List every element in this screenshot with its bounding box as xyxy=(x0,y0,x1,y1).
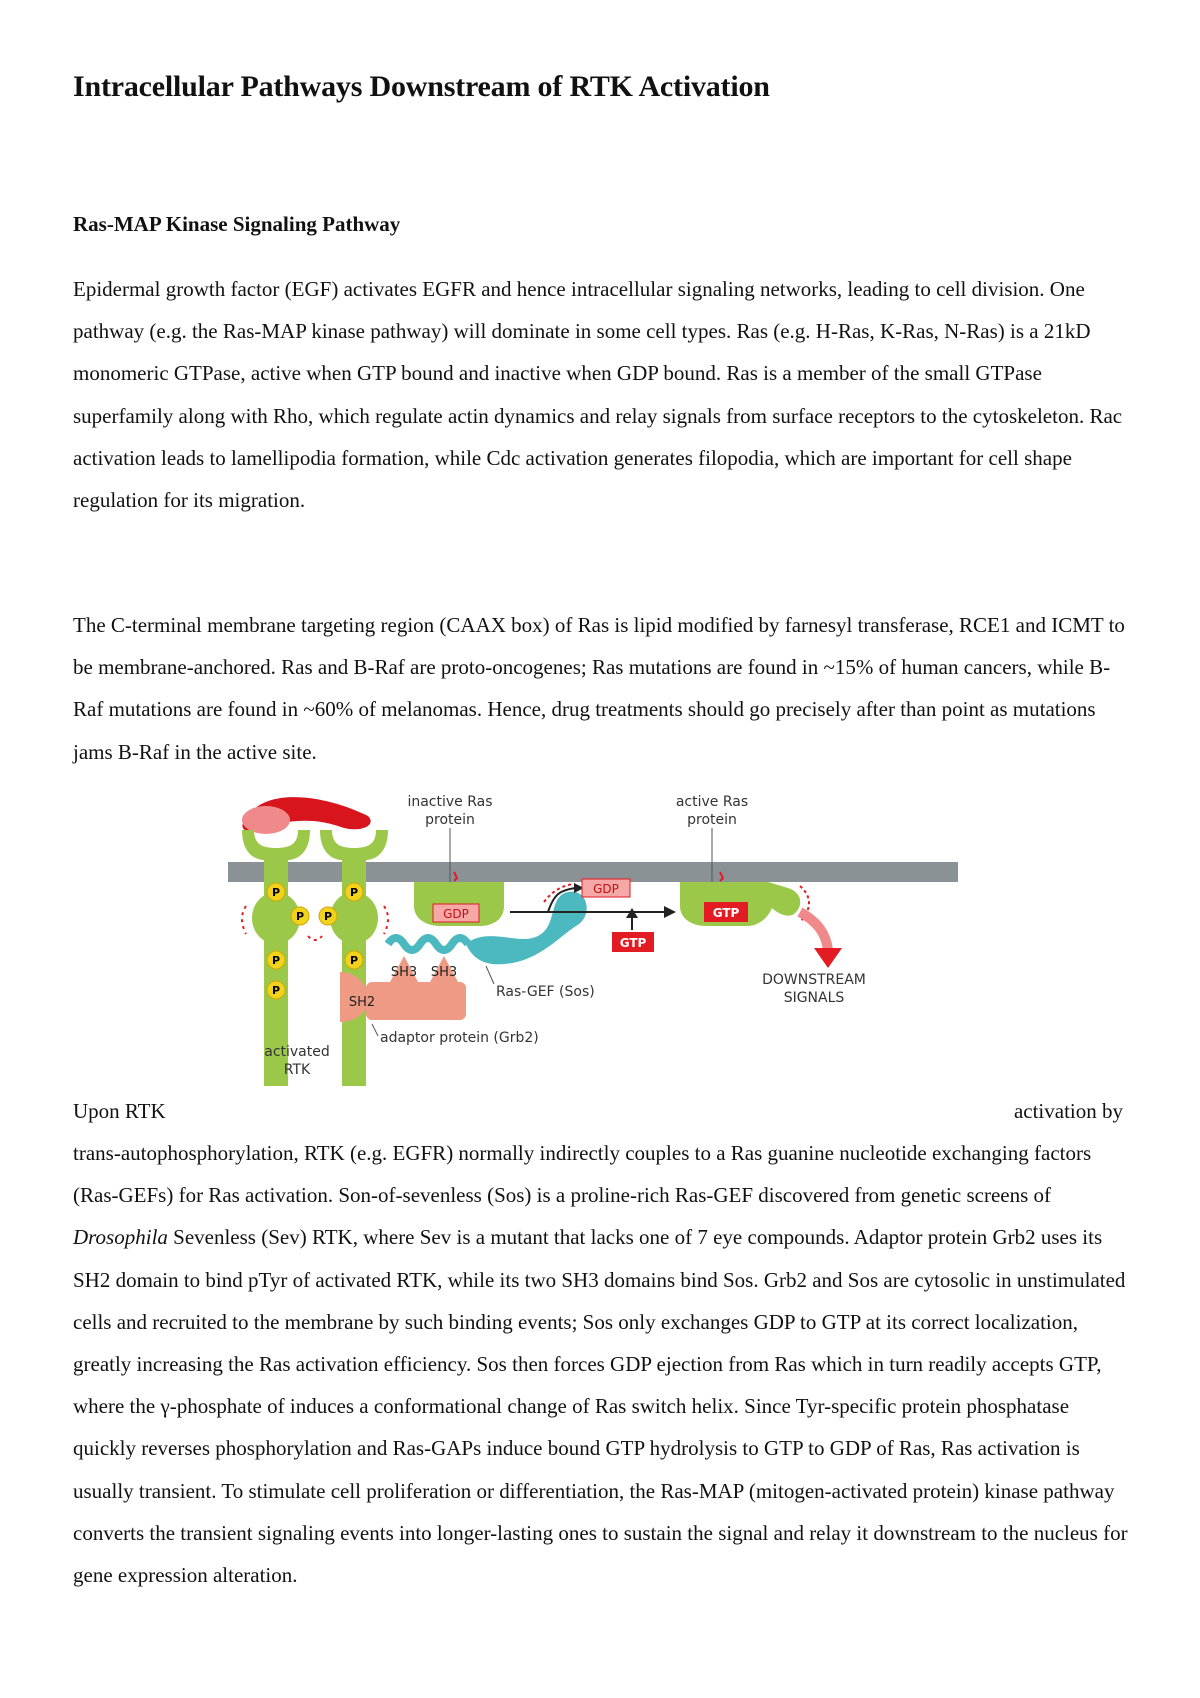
downstream-label-2: SIGNALS xyxy=(783,990,845,1006)
paragraph-lead-right: activation by xyxy=(1013,1099,1123,1123)
ligand-dimer xyxy=(242,797,371,834)
gtp-bound-label: GTP xyxy=(712,906,740,920)
paragraph-caax-box: The C-terminal membrane targeting region (CAAX box) of Ras is lipid modified by farnesyl transferase, RCE1 and ICMT to be membrane-anchored. Ras and B-Raf are proto-oncogenes; Ras mutations are found in ~15% of human cancers, while B-Raf mutations are found in ~60% of melanomas. Hence, drug treatments should go precisely after than point as mutations jams B-Raf in the active site. xyxy=(73,613,1125,764)
paragraph-text-before: trans-autophosphorylation, RTK (e.g. EGFR) normally indirectly couples to a Ras guanine nucleotide exchanging factors (Ras-GEFs) for Ras activation. Son-of-sevenless (Sos) is a proline-rich Ras-GEF discovered from genetic screens of xyxy=(73,1141,1092,1208)
downstream-label-1: DOWNSTREAM xyxy=(762,972,866,988)
svg-text:P: P xyxy=(271,886,281,899)
downstream-arrow xyxy=(800,912,842,968)
ras-gef-label: Ras-GEF (Sos) xyxy=(496,984,595,1000)
rtk-label-2: RTK xyxy=(283,1062,311,1078)
page-title: Intracellular Pathways Downstream of RTK Activation xyxy=(73,70,770,103)
gdp-released-label: GDP xyxy=(593,882,619,896)
paragraph-ras-overview: Epidermal growth factor (EGF) activates EGFR and hence intracellular signaling networks, leading to cell division. One pathway (e.g. the Ras-MAP kinase pathway) will dominate in some cell types. Ras (e.g. H-Ras, K-Ras, N-Ras) is a 21kD monomeric GTPase, active when GTP bound and inactive when GDP bound. Ras is a member of the small GTPase superfamily along with Rho, which regulate actin dynamics and relay signals from surface receptors to the cytoskeleton. Rac activation leads to lamellipodia formation, while Cdc activation generates filopodia, which are important for cell shape regulation for its migration. xyxy=(73,277,1123,513)
active-ras-label-2: protein xyxy=(687,812,737,828)
svg-text:P: P xyxy=(349,886,359,899)
paragraph-text-after: Sevenless (Sev) RTK, where Sev is a mutant that lacks one of 7 eye compounds. Adaptor protein Grb2 uses its SH2 domain to bind pTyr of activated RTK, while its two SH3 domains bind Sos. Grb2 and Sos are cytosolic in unstimulated cells and recruited to the membrane by such binding events; Sos only exchanges GDP to GTP at its correct localization, greatly increasing the Ras activation efficiency. Sos then forces GDP ejection from Ras which in turn readily accepts GTP, where the γ-phosphate of induces a conformational change of Ras switch helix. Since Tyr-specific protein phosphatase quickly reverses phosphorylation and Ras-GAPs induce bound GTP hydrolysis to GTP to GDP of Ras, Ras activation is usually transient. To stimulate cell proliferation or differentiation, the Ras-MAP (mitogen-activated protein) kinase pathway converts the transient signaling events into longer-lasting ones to sustain the signal and relay it downstream to the nucleus for gene expression alteration. xyxy=(73,1225,1128,1588)
paragraph-lead-left: Upon RTK xyxy=(73,1099,166,1123)
inactive-ras-label-1: inactive Ras xyxy=(407,794,493,810)
ras-activation-diagram xyxy=(228,786,958,1116)
svg-text:P: P xyxy=(323,910,333,923)
active-ras-label-1: active Ras xyxy=(675,794,749,810)
rtk-label-1: activated xyxy=(264,1044,330,1060)
gtp-incoming-label: GTP xyxy=(619,936,647,950)
svg-text:P: P xyxy=(271,954,281,967)
svg-text:P: P xyxy=(295,910,305,923)
svg-text:P: P xyxy=(349,954,359,967)
sh2-label: SH2 xyxy=(348,995,376,1010)
diagram-svg xyxy=(228,786,958,1116)
paragraph-rtk-activation xyxy=(73,1132,1133,1596)
section-heading: Ras-MAP Kinase Signaling Pathway xyxy=(73,212,401,236)
sh3-label-1: SH3 xyxy=(390,965,418,980)
paragraph-italic-drosophila: Drosophila xyxy=(73,1225,168,1250)
svg-text:P: P xyxy=(271,984,281,997)
gdp-bound-label: GDP xyxy=(443,907,469,921)
adaptor-label: adaptor protein (Grb2) xyxy=(380,1030,539,1046)
sh3-label-2: SH3 xyxy=(430,965,458,980)
inactive-ras-label-2: protein xyxy=(425,812,475,828)
